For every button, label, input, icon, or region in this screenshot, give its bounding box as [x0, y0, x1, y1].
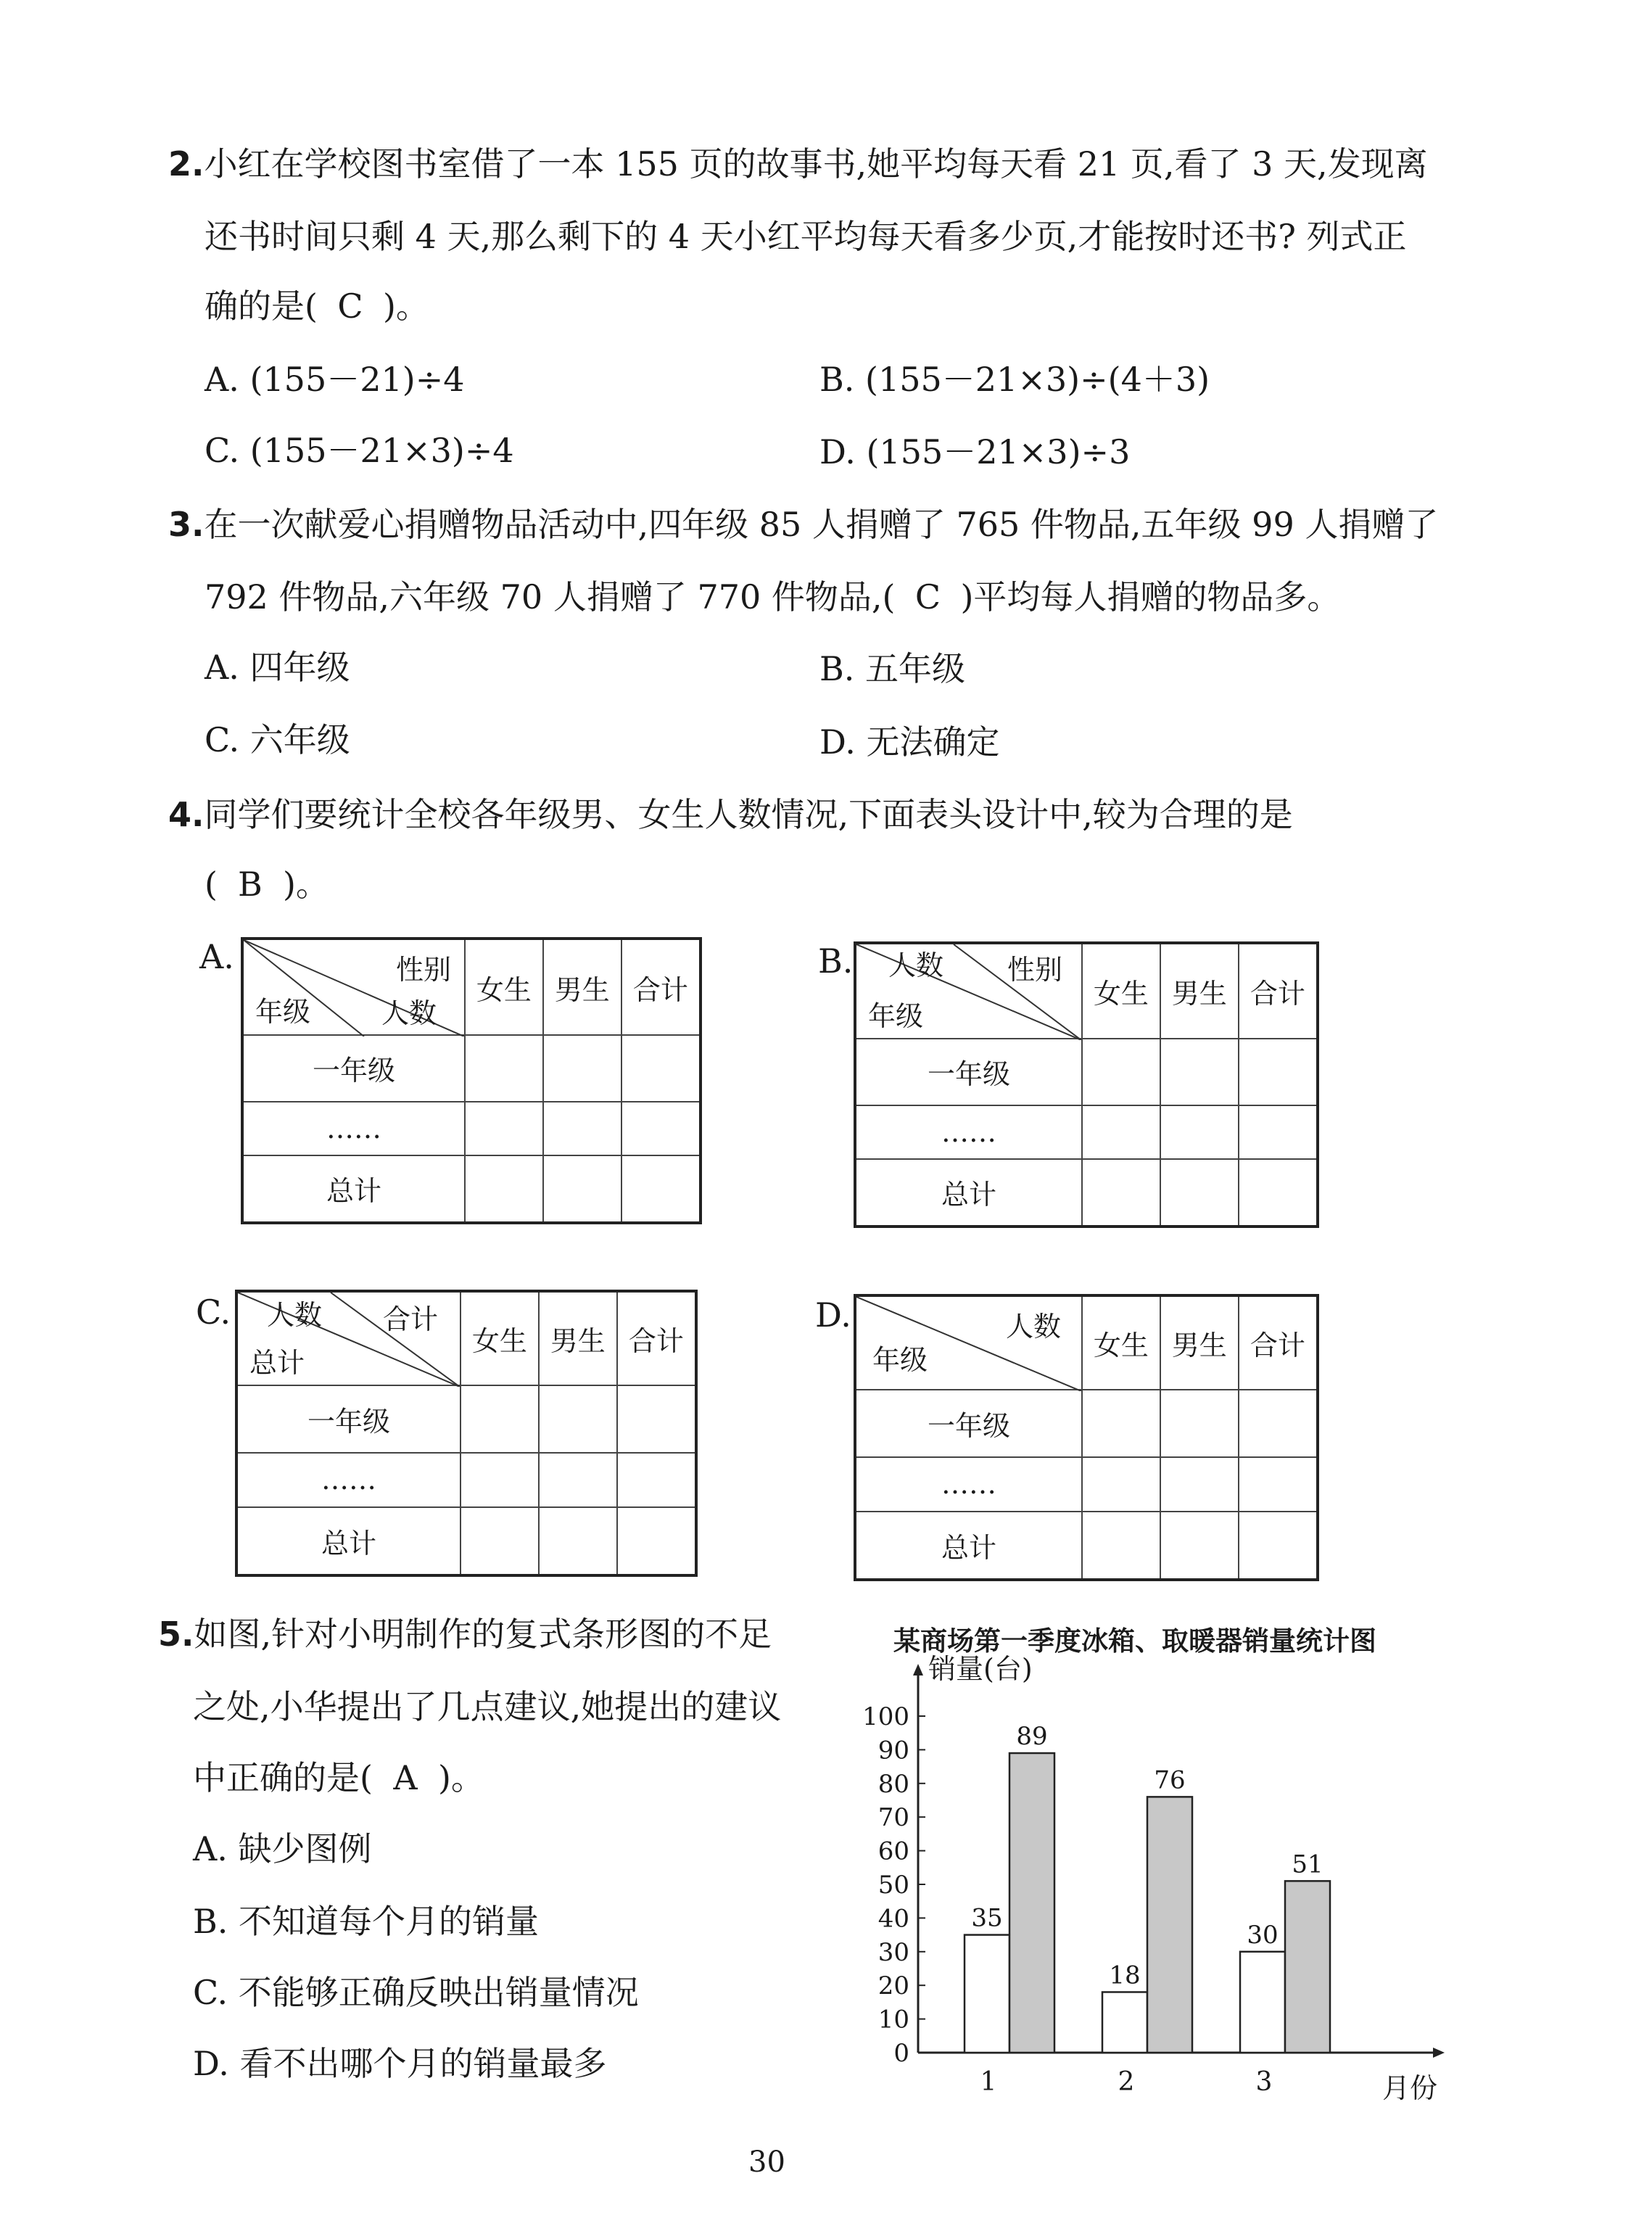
table-a-col-header: 男生 [543, 939, 621, 1035]
q4-number: 4. [168, 795, 205, 834]
data-label: 18 [1109, 1961, 1141, 1990]
table-c-cell [539, 1507, 617, 1575]
bar [1147, 1797, 1192, 2053]
table-c-row-label: 总计 [236, 1507, 461, 1575]
x-axis-label: 月份 [1382, 2072, 1438, 2104]
q2-option-d: D. (155－21×3)÷3 [819, 432, 1131, 471]
bar [1240, 1952, 1285, 2053]
table-b-corner-top: 人数 [888, 949, 944, 981]
q5-stem-close: )。 [437, 1758, 484, 1797]
table-a-cell [543, 1102, 621, 1155]
table-a-row-label: 总计 [242, 1155, 465, 1223]
table-a-cell [543, 1155, 621, 1223]
y-tick-label: 100 [862, 1702, 909, 1731]
table-b-corner-right: 性别 [1007, 954, 1063, 986]
table-d [854, 1294, 1319, 1581]
data-label: 89 [1016, 1722, 1048, 1752]
q5-option-c: C. 不能够正确反映出销量情况 [193, 1973, 639, 2012]
table-c-cell [617, 1453, 696, 1507]
data-label: 76 [1154, 1765, 1186, 1795]
q4-paren-close: )。 [282, 865, 329, 904]
table-a-cell [465, 1155, 543, 1223]
y-axis-arrow [913, 1664, 923, 1675]
q5-text-1: 如图,针对小明制作的复式条形图的不足 [194, 1615, 772, 1654]
q2-stem-end: 确的是( [205, 287, 318, 326]
table-b-row-label: …… [855, 1105, 1082, 1159]
table-b [854, 941, 1319, 1228]
table-b-cell [1160, 1105, 1239, 1159]
table-b-cell [1160, 1039, 1239, 1105]
y-tick-label: 40 [877, 1904, 909, 1934]
table-b-label: B. [818, 941, 854, 981]
table-a-cell [543, 1035, 621, 1102]
table-a-row-label: …… [242, 1102, 465, 1155]
q2-number: 2. [168, 144, 205, 184]
q3-number: 3. [168, 505, 205, 544]
table-c-corner [236, 1291, 461, 1385]
q3-option-c: C. 六年级 [205, 720, 350, 759]
table-d-row-label: 总计 [855, 1512, 1082, 1580]
q5-option-d: D. 看不出哪个月的销量最多 [193, 2044, 607, 2083]
table-a-col-header: 合计 [621, 939, 701, 1035]
table-b-row-label: 总计 [855, 1159, 1082, 1227]
table-a-cell [465, 1102, 543, 1155]
table-a-row-label: 一年级 [242, 1035, 465, 1102]
q5-line1 [158, 1615, 772, 1654]
y-tick-label: 70 [877, 1803, 909, 1833]
bar [1285, 1881, 1330, 2053]
table-a-col-header: 女生 [465, 939, 543, 1035]
q3-option-a: A. 四年级 [205, 648, 350, 687]
y-tick-label: 60 [877, 1837, 909, 1866]
bar-chart [856, 1646, 1465, 2111]
table-a-corner-left: 年级 [255, 996, 311, 1028]
table-a-cell [621, 1155, 701, 1223]
q5-number: 5. [158, 1615, 194, 1654]
q4-line1 [168, 795, 1293, 834]
q3-option-d: D. 无法确定 [819, 722, 1000, 762]
table-d-corner [855, 1295, 1082, 1390]
y-axis-label: 销量(台) [928, 1653, 1033, 1685]
table-b-corner-left: 年级 [868, 1000, 924, 1032]
table-a-corner-mid: 人数 [381, 997, 437, 1029]
q4-line2 [205, 865, 329, 904]
table-d-cell [1082, 1390, 1160, 1457]
table-c-corner-left: 总计 [249, 1347, 305, 1379]
table-d-cell [1160, 1512, 1239, 1580]
y-tick-label: 0 [893, 2039, 909, 2068]
x-axis-arrow [1433, 2048, 1445, 2058]
table-a-cell [621, 1035, 701, 1102]
x-tick-label: 2 [1118, 2067, 1135, 2097]
table-d-cell [1239, 1390, 1318, 1457]
table-d-cell [1082, 1512, 1160, 1580]
data-label: 30 [1247, 1920, 1279, 1950]
table-c-cell [617, 1507, 696, 1575]
table-a-cell [465, 1035, 543, 1102]
table-b-cell [1160, 1159, 1239, 1227]
q3-stem: 792 件物品,六年级 70 人捐赠了 770 件物品,( [205, 577, 896, 617]
y-tick-label: 20 [877, 1971, 909, 2001]
bar [1102, 1992, 1147, 2053]
q2-option-a: A. (155－21)÷4 [205, 360, 465, 399]
q3-option-b: B. 五年级 [819, 649, 966, 688]
q4-paren-open: ( [205, 865, 218, 904]
table-b-corner [855, 943, 1082, 1039]
q3-stem-end: )平均每人捐赠的物品多。 [960, 577, 1341, 617]
page-number: 30 [748, 2145, 785, 2179]
table-d-row-label: …… [855, 1457, 1082, 1512]
y-tick-label: 30 [877, 1937, 909, 1967]
table-c-cell [461, 1507, 539, 1575]
table-c-col-header: 男生 [539, 1291, 617, 1385]
table-c-corner-top: 人数 [267, 1299, 323, 1331]
table-d-corner-top: 人数 [1006, 1311, 1062, 1343]
table-d-col-header: 合计 [1239, 1295, 1318, 1390]
table-a-corner [242, 939, 465, 1035]
table-d-col-header: 男生 [1160, 1295, 1239, 1390]
table-b-cell [1082, 1039, 1160, 1105]
q2-text-1: 小红在学校图书室借了一本 155 页的故事书,她平均每天看 21 页,看了 3 天,发现离 [204, 144, 1428, 184]
q5-option-a: A. 缺少图例 [193, 1829, 372, 1868]
table-b-col-header: 合计 [1239, 943, 1318, 1039]
table-d-corner-left: 年级 [872, 1344, 928, 1376]
table-c-corner-right: 合计 [383, 1303, 439, 1335]
bar [1009, 1753, 1054, 2053]
q2-option-c: C. (155－21×3)÷4 [205, 431, 514, 470]
y-tick-label: 90 [877, 1736, 909, 1765]
table-d-cell [1160, 1457, 1239, 1512]
table-b-cell [1082, 1159, 1160, 1227]
table-d-cell [1160, 1390, 1239, 1457]
q2-line3 [205, 287, 429, 326]
table-a [241, 937, 702, 1224]
table-c-cell [461, 1453, 539, 1507]
table-b-col-header: 男生 [1160, 943, 1239, 1039]
y-tick-label: 50 [877, 1871, 909, 1900]
q5-line3 [193, 1758, 484, 1797]
table-c-col-header: 女生 [461, 1291, 539, 1385]
q2-line2: 还书时间只剩 4 天,那么剩下的 4 天小红平均每天看多少页,才能按时还书? 列式正 [205, 217, 1407, 256]
table-a-cell [621, 1102, 701, 1155]
x-tick-label: 3 [1255, 2067, 1273, 2097]
table-b-cell [1239, 1039, 1318, 1105]
table-d-col-header: 女生 [1082, 1295, 1160, 1390]
table-b-row-label: 一年级 [855, 1039, 1082, 1105]
table-d-row-label: 一年级 [855, 1390, 1082, 1457]
table-c-cell [461, 1385, 539, 1453]
table-c-row-label: …… [236, 1453, 461, 1507]
table-a-corner-top: 性别 [396, 954, 452, 986]
y-tick-label: 10 [877, 2005, 909, 2035]
table-a-label: A. [199, 937, 234, 976]
table-c-col-header: 合计 [617, 1291, 696, 1385]
q4-text-1: 同学们要统计全校各年级男、女生人数情况,下面表头设计中,较为合理的是 [204, 795, 1293, 834]
table-d-cell [1239, 1457, 1318, 1512]
table-b-cell [1082, 1105, 1160, 1159]
q3-answer: C [914, 577, 941, 617]
table-d-cell [1082, 1457, 1160, 1512]
bar [965, 1935, 1009, 2053]
table-b-cell [1239, 1159, 1318, 1227]
table-c-label: C. [196, 1293, 231, 1332]
y-tick-label: 80 [877, 1769, 909, 1799]
q5-line2: 之处,小华提出了几点建议,她提出的建议 [193, 1687, 782, 1726]
q5-answer: A [393, 1758, 418, 1797]
table-d-cell [1239, 1512, 1318, 1580]
x-tick-label: 1 [980, 2067, 997, 2097]
chart-title: 某商场第一季度冰箱、取暖器销量统计图 [893, 1625, 1376, 1657]
table-d-label: D. [815, 1295, 851, 1335]
data-label: 35 [971, 1903, 1003, 1933]
q2-stem-close: )。 [382, 287, 429, 326]
q3-line1 [168, 505, 1439, 544]
q4-answer: B [238, 865, 263, 904]
data-label: 51 [1292, 1850, 1323, 1879]
table-b-cell [1239, 1105, 1318, 1159]
table-c [235, 1290, 698, 1577]
q3-line2 [205, 577, 1341, 617]
table-b-col-header: 女生 [1082, 943, 1160, 1039]
q5-option-b: B. 不知道每个月的销量 [193, 1902, 540, 1941]
table-c-cell [539, 1453, 617, 1507]
table-c-cell [539, 1385, 617, 1453]
table-c-cell [617, 1385, 696, 1453]
q2-option-b: B. (155－21×3)÷(4＋3) [819, 360, 1210, 399]
q2-line1 [168, 144, 1428, 184]
q5-stem-end: 中正确的是( [193, 1758, 373, 1797]
q3-text-1: 在一次献爱心捐赠物品活动中,四年级 85 人捐赠了 765 件物品,五年级 99 人捐赠了 [204, 505, 1439, 544]
q2-answer: C [337, 287, 363, 326]
table-c-row-label: 一年级 [236, 1385, 461, 1453]
